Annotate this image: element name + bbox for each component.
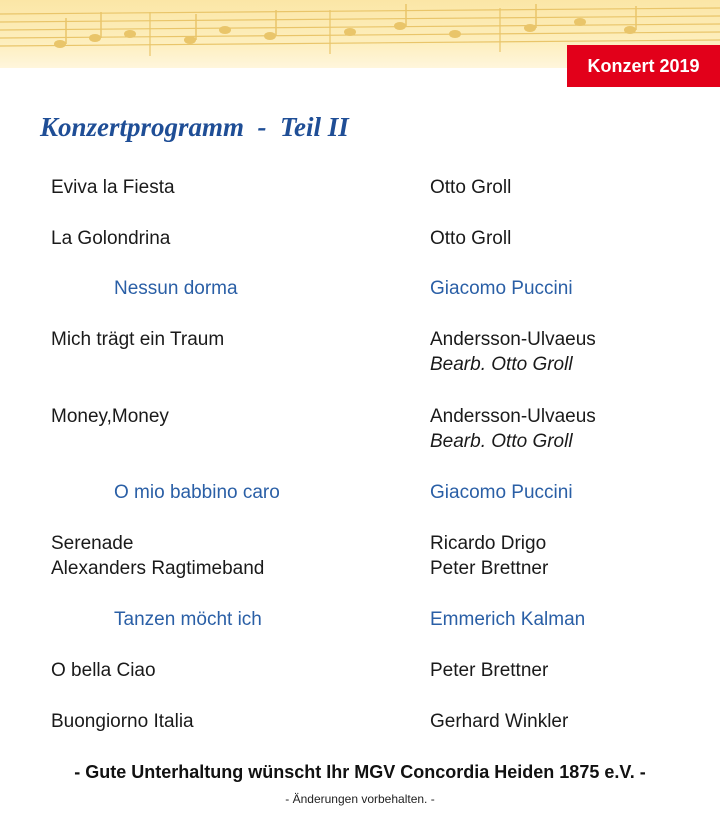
piece-title-line: Nessun dorma: [114, 278, 238, 299]
arranger: Bearb. Otto Groll: [430, 431, 573, 452]
composer-name: Otto Groll: [430, 228, 512, 249]
piece-title-line: Tanzen möcht ich: [114, 609, 262, 630]
piece-title-line: Eviva la Fiesta: [51, 177, 175, 198]
composer: [430, 607, 585, 632]
piece-title: [51, 709, 194, 734]
composer-name: Emmerich Kalman: [430, 609, 586, 630]
composer-name: Giacomo Puccini: [430, 482, 573, 503]
composer-name: Ricardo Drigo: [430, 533, 547, 554]
piece-title-line: Buongiorno Italia: [51, 711, 194, 732]
piece-title-line: Mich trägt ein Traum: [51, 329, 225, 350]
composer: [430, 327, 596, 377]
composer: [430, 226, 511, 251]
composer-name: Peter Brettner: [430, 660, 549, 681]
composer-name: Andersson-Ulvaeus: [430, 406, 596, 427]
piece-title: [51, 404, 169, 429]
composer-name: Andersson-Ulvaeus: [430, 329, 596, 350]
piece-title: [51, 658, 156, 683]
composer: [430, 404, 596, 454]
piece-title-line: La Golondrina: [51, 228, 171, 249]
piece-title: [51, 175, 175, 200]
composer: [430, 709, 568, 734]
composer-name: Giacomo Puccini: [430, 278, 573, 299]
composer: [430, 658, 548, 683]
page-title: Konzertprogramm - Teil II: [40, 112, 349, 142]
piece-title-line: O bella Ciao: [51, 660, 156, 681]
piece-title-line: Money,Money: [51, 406, 169, 427]
piece-title: [114, 607, 262, 632]
concert-year-badge: Konzert 2019: [567, 45, 720, 87]
piece-title: [114, 276, 238, 301]
piece-title-line: Alexanders Ragtimeband: [51, 558, 265, 579]
footer-note: - Änderungen vorbehalten. -: [285, 792, 435, 806]
piece-title: [51, 531, 264, 581]
piece-title: [114, 480, 280, 505]
composer-name: Gerhard Winkler: [430, 711, 569, 732]
piece-title: [51, 226, 170, 251]
composer-name: Otto Groll: [430, 177, 512, 198]
composer: [430, 175, 511, 200]
composer-name: Peter Brettner: [430, 558, 549, 579]
composer: [430, 276, 573, 301]
piece-title: [51, 327, 224, 352]
composer: [430, 480, 573, 505]
composer: [430, 531, 548, 581]
footer-greeting: - Gute Unterhaltung wünscht Ihr MGV Concordia Heiden 1875 e.V. -: [74, 762, 646, 782]
piece-title-line: Serenade: [51, 533, 134, 554]
piece-title-line: O mio babbino caro: [114, 482, 280, 503]
arranger: Bearb. Otto Groll: [430, 354, 573, 375]
